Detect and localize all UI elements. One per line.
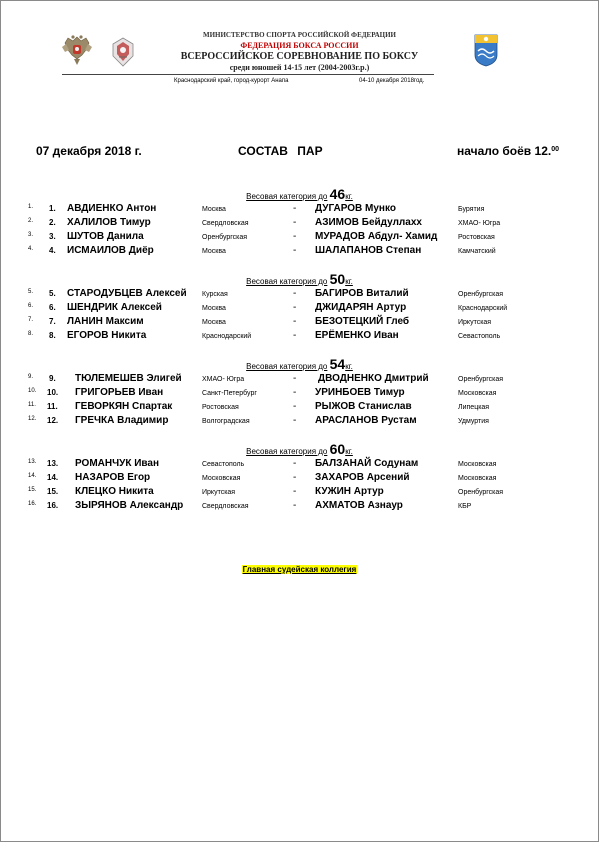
red-corner-boxer: ИСМАИЛОВ Диёр (67, 245, 154, 256)
pair-separator: - (293, 458, 297, 469)
bout-number: 15. (47, 487, 59, 496)
red-corner-region: Краснодарский (202, 333, 252, 340)
weight-category-heading (0, 186, 599, 202)
red-corner-boxer: ЕГОРОВ Никита (67, 330, 147, 341)
pair-row (0, 302, 599, 315)
weight-category-heading (0, 441, 599, 457)
start-time (457, 144, 559, 158)
bout-number: 4. (49, 246, 56, 255)
blue-corner-region: Камчатский (458, 248, 496, 255)
blue-corner-region: Оренбургская (458, 376, 504, 383)
bout-number: 6. (49, 303, 56, 312)
red-corner-region: Москва (202, 206, 226, 213)
pair-row (0, 472, 599, 485)
judges-signature-text: Главная судейская коллегия (242, 565, 357, 574)
blue-corner-boxer: БАЛЗАНАЙ Содунам (315, 458, 419, 469)
bout-number: 5. (49, 289, 56, 298)
red-corner-boxer: ГЕВОРКЯН Спартак (75, 401, 173, 412)
red-corner-boxer: РОМАНЧУК Иван (75, 458, 160, 469)
blue-corner-boxer: ЕРЁМЕНКО Иван (315, 330, 399, 341)
bout-number: 7. (49, 317, 56, 326)
blue-corner-boxer: УРИНБОЕВ Тимур (315, 387, 405, 398)
blue-corner-region: Московская (458, 475, 497, 482)
blue-corner-boxer: БЕЗОТЕЦКИЙ Глеб (315, 316, 410, 327)
blue-corner-region: КБР (458, 503, 472, 510)
pair-separator: - (293, 373, 297, 384)
row-number: 5. (28, 289, 34, 295)
federation-heading: ФЕДЕРАЦИЯ БОКСА РОССИИ (240, 41, 359, 50)
blue-corner-region: Краснодарский (458, 305, 508, 312)
pair-separator: - (293, 401, 297, 412)
blue-corner-boxer: КУЖИН Артур (315, 486, 384, 497)
pair-separator: - (293, 415, 297, 426)
bout-number: 12. (47, 416, 59, 425)
red-corner-region: Санкт-Петербург (202, 390, 257, 397)
red-corner-boxer: ЗЫРЯНОВ Александр (75, 500, 184, 511)
blue-corner-region: Бурятия (458, 206, 485, 213)
bout-number: 1. (49, 204, 56, 213)
bout-number: 9. (49, 374, 56, 383)
blue-corner-region: Московская (458, 390, 497, 397)
red-corner-region: Свердловская (202, 220, 249, 227)
red-corner-boxer: ШУТОВ Данила (67, 231, 144, 242)
row-number: 12. (28, 416, 37, 422)
red-corner-region: Московская (202, 475, 241, 482)
weight-category-heading (0, 271, 599, 287)
pair-separator: - (293, 330, 297, 341)
weight-category-label: Весовая категория до (246, 447, 328, 456)
pair-row (0, 401, 599, 414)
red-corner-region: Москва (202, 305, 226, 312)
blue-corner-region: Липецкая (458, 404, 490, 411)
weight-category-unit: кг. (345, 362, 353, 371)
row-number: 9. (28, 374, 34, 380)
pair-row (0, 316, 599, 329)
blue-corner-boxer: РЫЖОВ Станислав (315, 401, 412, 412)
red-corner-boxer: ТЮЛЕМЕШЕВ Элигей (75, 373, 182, 384)
bout-number: 11. (47, 402, 58, 411)
row-number: 2. (28, 218, 34, 224)
blue-corner-region: Оренбургская (458, 489, 504, 496)
blue-corner-boxer: АХМАТОВ Азнаур (315, 500, 403, 511)
row-number: 1. (28, 204, 34, 210)
pair-row (0, 415, 599, 428)
red-corner-boxer: СТАРОДУБЦЕВ Алексей (67, 288, 187, 299)
pair-separator: - (293, 387, 297, 398)
blue-corner-boxer: АРАСЛАНОВ Рустам (315, 415, 417, 426)
blue-corner-region: Оренбургская (458, 291, 504, 298)
weight-category-unit: кг. (345, 447, 353, 456)
weight-category-unit: кг. (345, 277, 353, 286)
row-number: 14. (28, 473, 37, 479)
red-corner-region: Курская (202, 291, 228, 298)
row-number: 10. (28, 388, 37, 394)
weight-category-value: 54 (329, 356, 346, 372)
blue-corner-region: Севастополь (458, 333, 501, 340)
weight-category-label: Весовая категория до (246, 362, 328, 371)
red-corner-region: Москва (202, 319, 226, 326)
row-number: 13. (28, 459, 37, 465)
bout-number: 14. (47, 473, 59, 482)
pair-separator: - (293, 472, 297, 483)
blue-corner-boxer: ШАЛАПАНОВ Степан (315, 245, 422, 256)
pair-row (0, 288, 599, 301)
pair-separator: - (293, 316, 297, 327)
blue-corner-region: Удмуртия (458, 418, 489, 425)
row-number: 7. (28, 317, 34, 323)
red-corner-region: Ростовская (202, 404, 239, 411)
red-corner-region: ХМАО- Югра (202, 376, 245, 383)
blue-corner-region: ХМАО- Югра (458, 220, 501, 227)
row-number: 6. (28, 303, 34, 309)
blue-corner-region: Московская (458, 461, 497, 468)
blue-corner-boxer: МУРАДОВ Абдул- Хамид (315, 231, 438, 242)
pair-separator: - (293, 217, 297, 228)
row-number: 15. (28, 487, 37, 493)
row-number: 16. (28, 501, 37, 507)
row-number: 8. (28, 331, 34, 337)
blue-corner-boxer: ДВОДНЕНКО Дмитрий (318, 373, 429, 384)
pair-separator: - (293, 302, 297, 313)
red-corner-region: Свердловская (202, 503, 249, 510)
blue-corner-boxer: ДЖИДАРЯН Артур (315, 302, 407, 313)
pair-separator: - (293, 486, 297, 497)
pair-row (0, 245, 599, 258)
weight-category-heading (0, 356, 599, 372)
event-heading: ВСЕРОССИЙСКОЕ СОРЕВНОВАНИЕ ПО БОКСУ (180, 51, 419, 62)
weight-category-value: 60 (329, 441, 346, 457)
weight-category-value: 46 (329, 186, 346, 202)
red-corner-boxer: ГРЕЧКА Владимир (75, 415, 169, 426)
row-number: 4. (28, 246, 34, 252)
row-number: 3. (28, 232, 34, 238)
pair-row (0, 217, 599, 230)
bout-number: 3. (49, 232, 56, 241)
red-corner-boxer: АВДИЕНКО Антон (67, 203, 157, 214)
start-time-minutes: 00 (551, 146, 559, 153)
row-number: 11. (28, 402, 36, 408)
ministry-heading: МИНИСТЕРСТВО СПОРТА РОССИЙСКОЙ ФЕДЕРАЦИИ (202, 31, 396, 39)
pair-row (0, 486, 599, 499)
pair-row (0, 330, 599, 343)
red-corner-boxer: ЛАНИН Максим (67, 316, 144, 327)
red-corner-region: Севастополь (202, 461, 245, 468)
pair-row (0, 373, 599, 386)
pair-separator: - (293, 500, 297, 511)
pair-row (0, 500, 599, 513)
weight-category-label: Весовая категория до (246, 192, 328, 201)
red-corner-boxer: КЛЕЦКО Никита (75, 486, 154, 497)
pair-row (0, 458, 599, 471)
bout-number: 8. (49, 331, 56, 340)
start-time-label: начало боёв 12. (457, 144, 552, 158)
red-corner-boxer: ШЕНДРИК Алексей (67, 302, 162, 313)
pair-separator: - (293, 231, 297, 242)
red-corner-region: Оренбургская (202, 234, 248, 241)
blue-corner-boxer: ДУГАРОВ Мунко (315, 203, 396, 214)
event-location: Краснодарский край, город-курорт Анапа (174, 78, 289, 84)
red-corner-boxer: НАЗАРОВ Егор (75, 472, 151, 483)
page-title: СОСТАВ ПАР (238, 144, 323, 158)
red-corner-boxer: ГРИГОРЬЕВ Иван (75, 387, 164, 398)
blue-corner-region: Иркутская (458, 319, 492, 326)
age-group-heading: среди юношей 14-15 лет (2004-2003г.р.) (229, 63, 370, 72)
weight-category-label: Весовая категория до (246, 277, 328, 286)
red-corner-region: Волгоградская (202, 418, 250, 425)
pair-separator: - (293, 203, 297, 214)
bout-number: 10. (47, 388, 59, 397)
red-corner-region: Иркутская (202, 489, 236, 496)
bout-number: 2. (49, 218, 56, 227)
blue-corner-region: Ростовская (458, 234, 495, 241)
blue-corner-boxer: АЗИМОВ Бейдуллахх (315, 217, 422, 228)
blue-corner-boxer: БАГИРОВ Виталий (315, 288, 409, 299)
judges-signature (0, 559, 599, 577)
weight-category-unit: кг. (345, 192, 353, 201)
weight-category-value: 50 (329, 271, 346, 287)
pair-separator: - (293, 288, 297, 299)
pair-separator: - (293, 245, 297, 256)
bout-number: 16. (47, 501, 59, 510)
red-corner-boxer: ХАЛИЛОВ Тимур (67, 217, 151, 228)
event-dates: 04-10 декабря 2018год. (359, 78, 425, 84)
red-corner-region: Москва (202, 248, 226, 255)
bout-number: 13. (47, 459, 59, 468)
pair-row (0, 231, 599, 244)
blue-corner-boxer: ЗАХАРОВ Арсений (315, 472, 410, 483)
header-divider (62, 74, 434, 75)
pair-row (0, 387, 599, 400)
bout-date: 07 декабря 2018 г. (36, 144, 142, 158)
pair-row (0, 203, 599, 216)
